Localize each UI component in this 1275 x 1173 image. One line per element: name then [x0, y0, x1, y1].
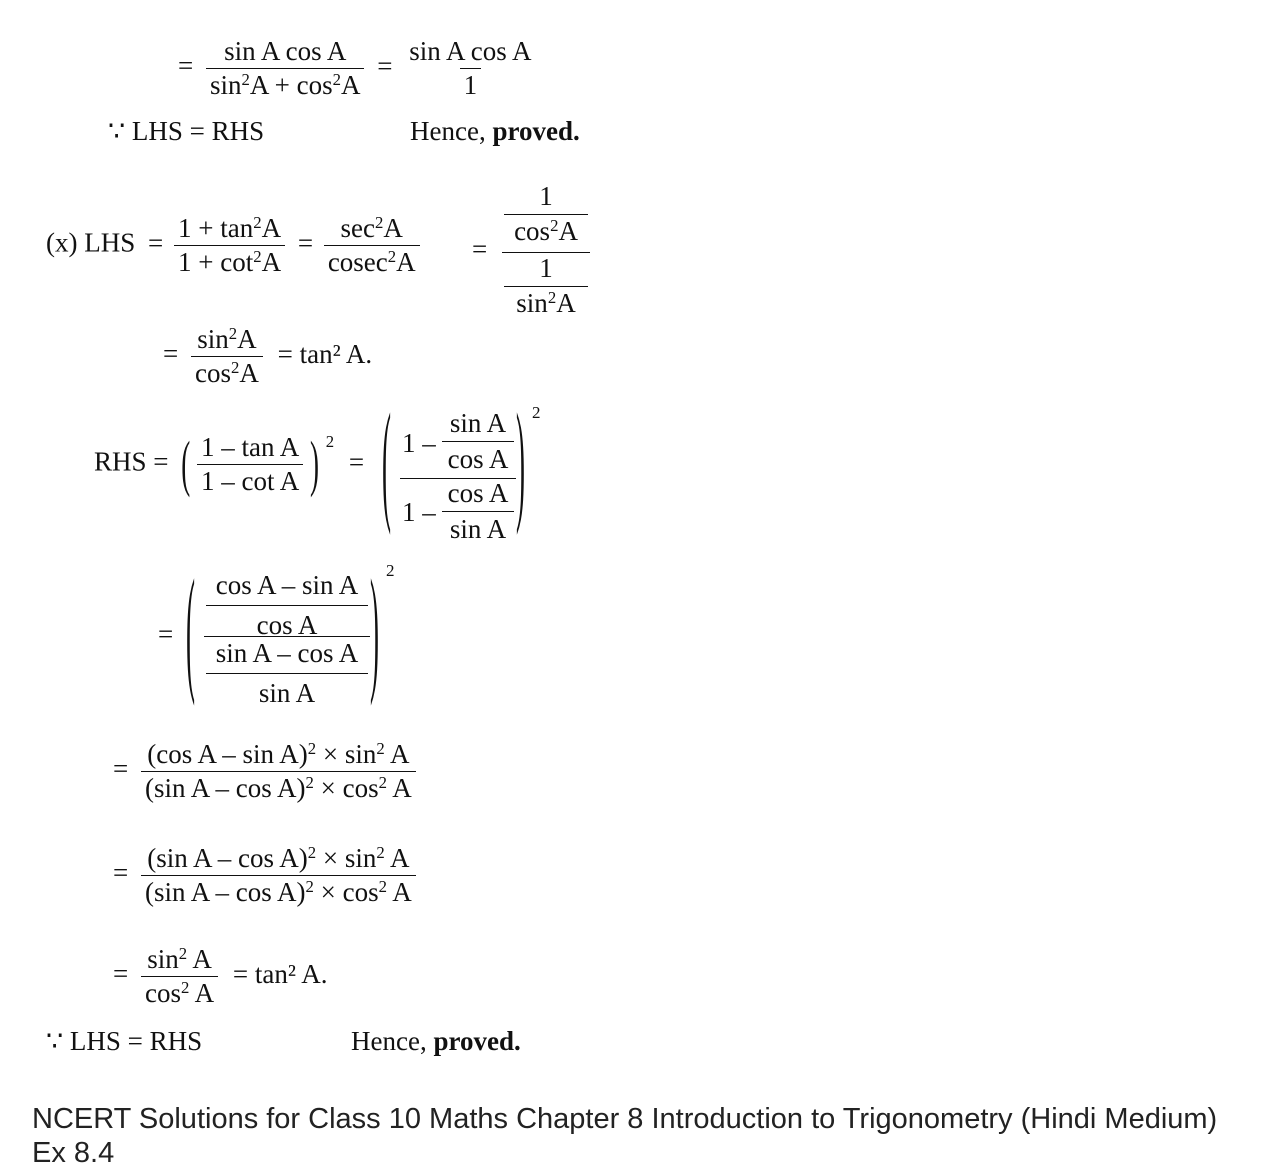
equals-sign: = [377, 50, 393, 81]
term: 1 + tan [177, 213, 254, 243]
conclusion-line [108, 118, 264, 145]
term: (sin A – cos A) [147, 843, 308, 873]
right-paren: ) [370, 550, 379, 707]
numerator: cos A – sin A [215, 570, 359, 600]
outer-numerator [504, 183, 588, 245]
denominator [141, 976, 218, 1007]
equation-line-final [113, 943, 328, 1008]
equals-sign: = [178, 50, 194, 81]
numerator [174, 212, 285, 245]
numerator: sin A – cos A [215, 638, 359, 668]
term: (sin A – cos A) [144, 877, 306, 907]
term: 1 + cot [177, 247, 254, 277]
exponent: 2 [253, 212, 262, 232]
exponent: 2 [325, 432, 335, 452]
term: cos [144, 978, 181, 1008]
proved-text: proved. [492, 116, 580, 146]
term: A [390, 843, 410, 873]
denominator [504, 214, 588, 245]
exponent: 2 [241, 69, 250, 89]
term: A [261, 213, 282, 243]
term: cosec [327, 247, 388, 277]
part-label: (x) LHS [46, 227, 136, 258]
exponent: 2 [376, 842, 385, 862]
fraction [197, 434, 303, 495]
left-paren: ( [186, 550, 195, 707]
right-paren: ) [516, 386, 525, 536]
term: × cos [320, 877, 379, 907]
numerator: 1 [539, 181, 553, 211]
exponent: 2 [230, 357, 240, 377]
term: sec [340, 213, 376, 243]
equation-line-1 [178, 38, 536, 99]
rhs-label: RHS = [94, 446, 169, 477]
exponent: 2 [378, 772, 387, 792]
exponent: 2 [378, 876, 387, 896]
exponent: 2 [386, 561, 395, 580]
denominator [191, 356, 263, 387]
exponent: 2 [532, 403, 541, 422]
inner-fraction [442, 480, 514, 543]
fraction [324, 212, 420, 277]
fraction [141, 842, 416, 907]
term: × sin [322, 843, 377, 873]
equals-sign: = [163, 338, 179, 369]
exponent: 2 [305, 772, 314, 792]
denominator [504, 286, 588, 317]
equals-sign: = [158, 619, 174, 649]
exponent: 2 [307, 738, 317, 758]
equation-line-squares-2 [113, 842, 416, 907]
term: A [239, 358, 259, 388]
denominator: sin A [442, 511, 514, 543]
term: (sin A – cos A) [144, 773, 306, 803]
outer-denominator [504, 255, 588, 317]
exponent: 2 [178, 943, 188, 963]
numerator: cos A [447, 478, 509, 508]
exponent: 2 [180, 977, 190, 997]
term: sin [209, 70, 242, 100]
numerator [193, 323, 260, 356]
fraction [174, 212, 285, 277]
part-x-lhs-line [46, 212, 420, 277]
exponent: 2 [387, 246, 397, 266]
exponent: 2 [332, 69, 341, 89]
main-fraction-bar [204, 636, 370, 637]
denominator: 1 – cot A [197, 464, 303, 495]
equals-sign: = [148, 227, 164, 258]
term: A [192, 944, 212, 974]
result: = tan² A. [232, 958, 328, 989]
because-statement: ∵ LHS = RHS [108, 116, 265, 146]
term: A [396, 247, 416, 277]
numerator: sin A cos A [224, 36, 347, 66]
denominator [206, 68, 365, 99]
hence-proved [410, 118, 580, 145]
term: A [392, 773, 412, 803]
result: = tan² A. [277, 338, 373, 369]
exponent: 2 [305, 876, 314, 896]
final-conclusion [46, 1028, 202, 1055]
equals-sign: = [113, 857, 129, 888]
numerator [143, 943, 216, 976]
exponent: 2 [228, 323, 238, 343]
denominator: cos A [442, 441, 514, 473]
fraction [206, 38, 365, 99]
inner-fraction [442, 410, 514, 473]
numerator [143, 738, 413, 771]
denominator: sin A [206, 673, 368, 707]
exponent: 2 [547, 287, 557, 307]
equals-sign: = [472, 234, 488, 264]
equals-sign: = [297, 227, 314, 258]
numerator: sin A [449, 408, 507, 438]
exponent: 2 [307, 842, 317, 862]
fraction [405, 38, 535, 99]
equals-sign: = [113, 958, 129, 989]
term: A [558, 216, 578, 246]
term: × cos [320, 773, 379, 803]
inner-fraction [206, 640, 368, 707]
because-statement: ∵ LHS = RHS [46, 1026, 203, 1056]
left-paren: ( [181, 428, 191, 498]
numerator [337, 212, 407, 245]
hence-text: Hence, [351, 1026, 427, 1056]
term: 1 – [402, 428, 436, 458]
equation-line-squares-1 [113, 738, 416, 803]
term: sin [197, 324, 229, 354]
term: (cos A – sin A) [147, 739, 308, 769]
term: A [556, 288, 576, 318]
term: A [340, 70, 361, 100]
term: A + cos [249, 70, 333, 100]
term: sin [516, 288, 548, 318]
page-caption: NCERT Solutions for Class 10 Maths Chapter 8 Introduction to Trigonometry (Hindi Medium) Ex 8.4 [32, 1103, 1218, 1169]
exponent: 2 [376, 738, 385, 758]
exponent: 2 [375, 212, 384, 232]
hence-text: Hence, [410, 116, 486, 146]
term: A [261, 247, 282, 277]
term: A [390, 739, 410, 769]
equation-line-tan [163, 323, 373, 388]
term: sin [147, 944, 179, 974]
numerator: sin A cos A [409, 36, 532, 66]
denominator [174, 245, 285, 276]
term: A [392, 877, 412, 907]
term: cos [194, 358, 231, 388]
fraction [191, 323, 263, 388]
term: 1 – [402, 497, 436, 527]
term: A [237, 324, 257, 354]
denominator [324, 245, 420, 276]
equals-sign: = [113, 753, 129, 784]
denominator: cos A [206, 605, 368, 639]
fraction [141, 943, 218, 1008]
term: A [194, 978, 215, 1008]
equals-sign: = [348, 446, 365, 477]
term: cos [514, 216, 551, 246]
denominator [141, 771, 416, 802]
denominator: 1 [460, 68, 482, 99]
inner-fraction [206, 572, 368, 639]
numerator [143, 842, 413, 875]
numerator: 1 – tan A [201, 432, 300, 462]
rhs-line [94, 428, 365, 498]
fraction [141, 738, 416, 803]
final-hence-proved [351, 1028, 521, 1055]
denominator [141, 875, 416, 906]
proved-text: proved. [433, 1026, 521, 1056]
exponent: 2 [550, 215, 559, 235]
numerator: 1 [539, 253, 553, 283]
term: × sin [322, 739, 377, 769]
right-paren: ) [310, 428, 320, 498]
left-paren: ( [382, 386, 391, 536]
exponent: 2 [253, 246, 262, 266]
term: A [383, 213, 403, 243]
